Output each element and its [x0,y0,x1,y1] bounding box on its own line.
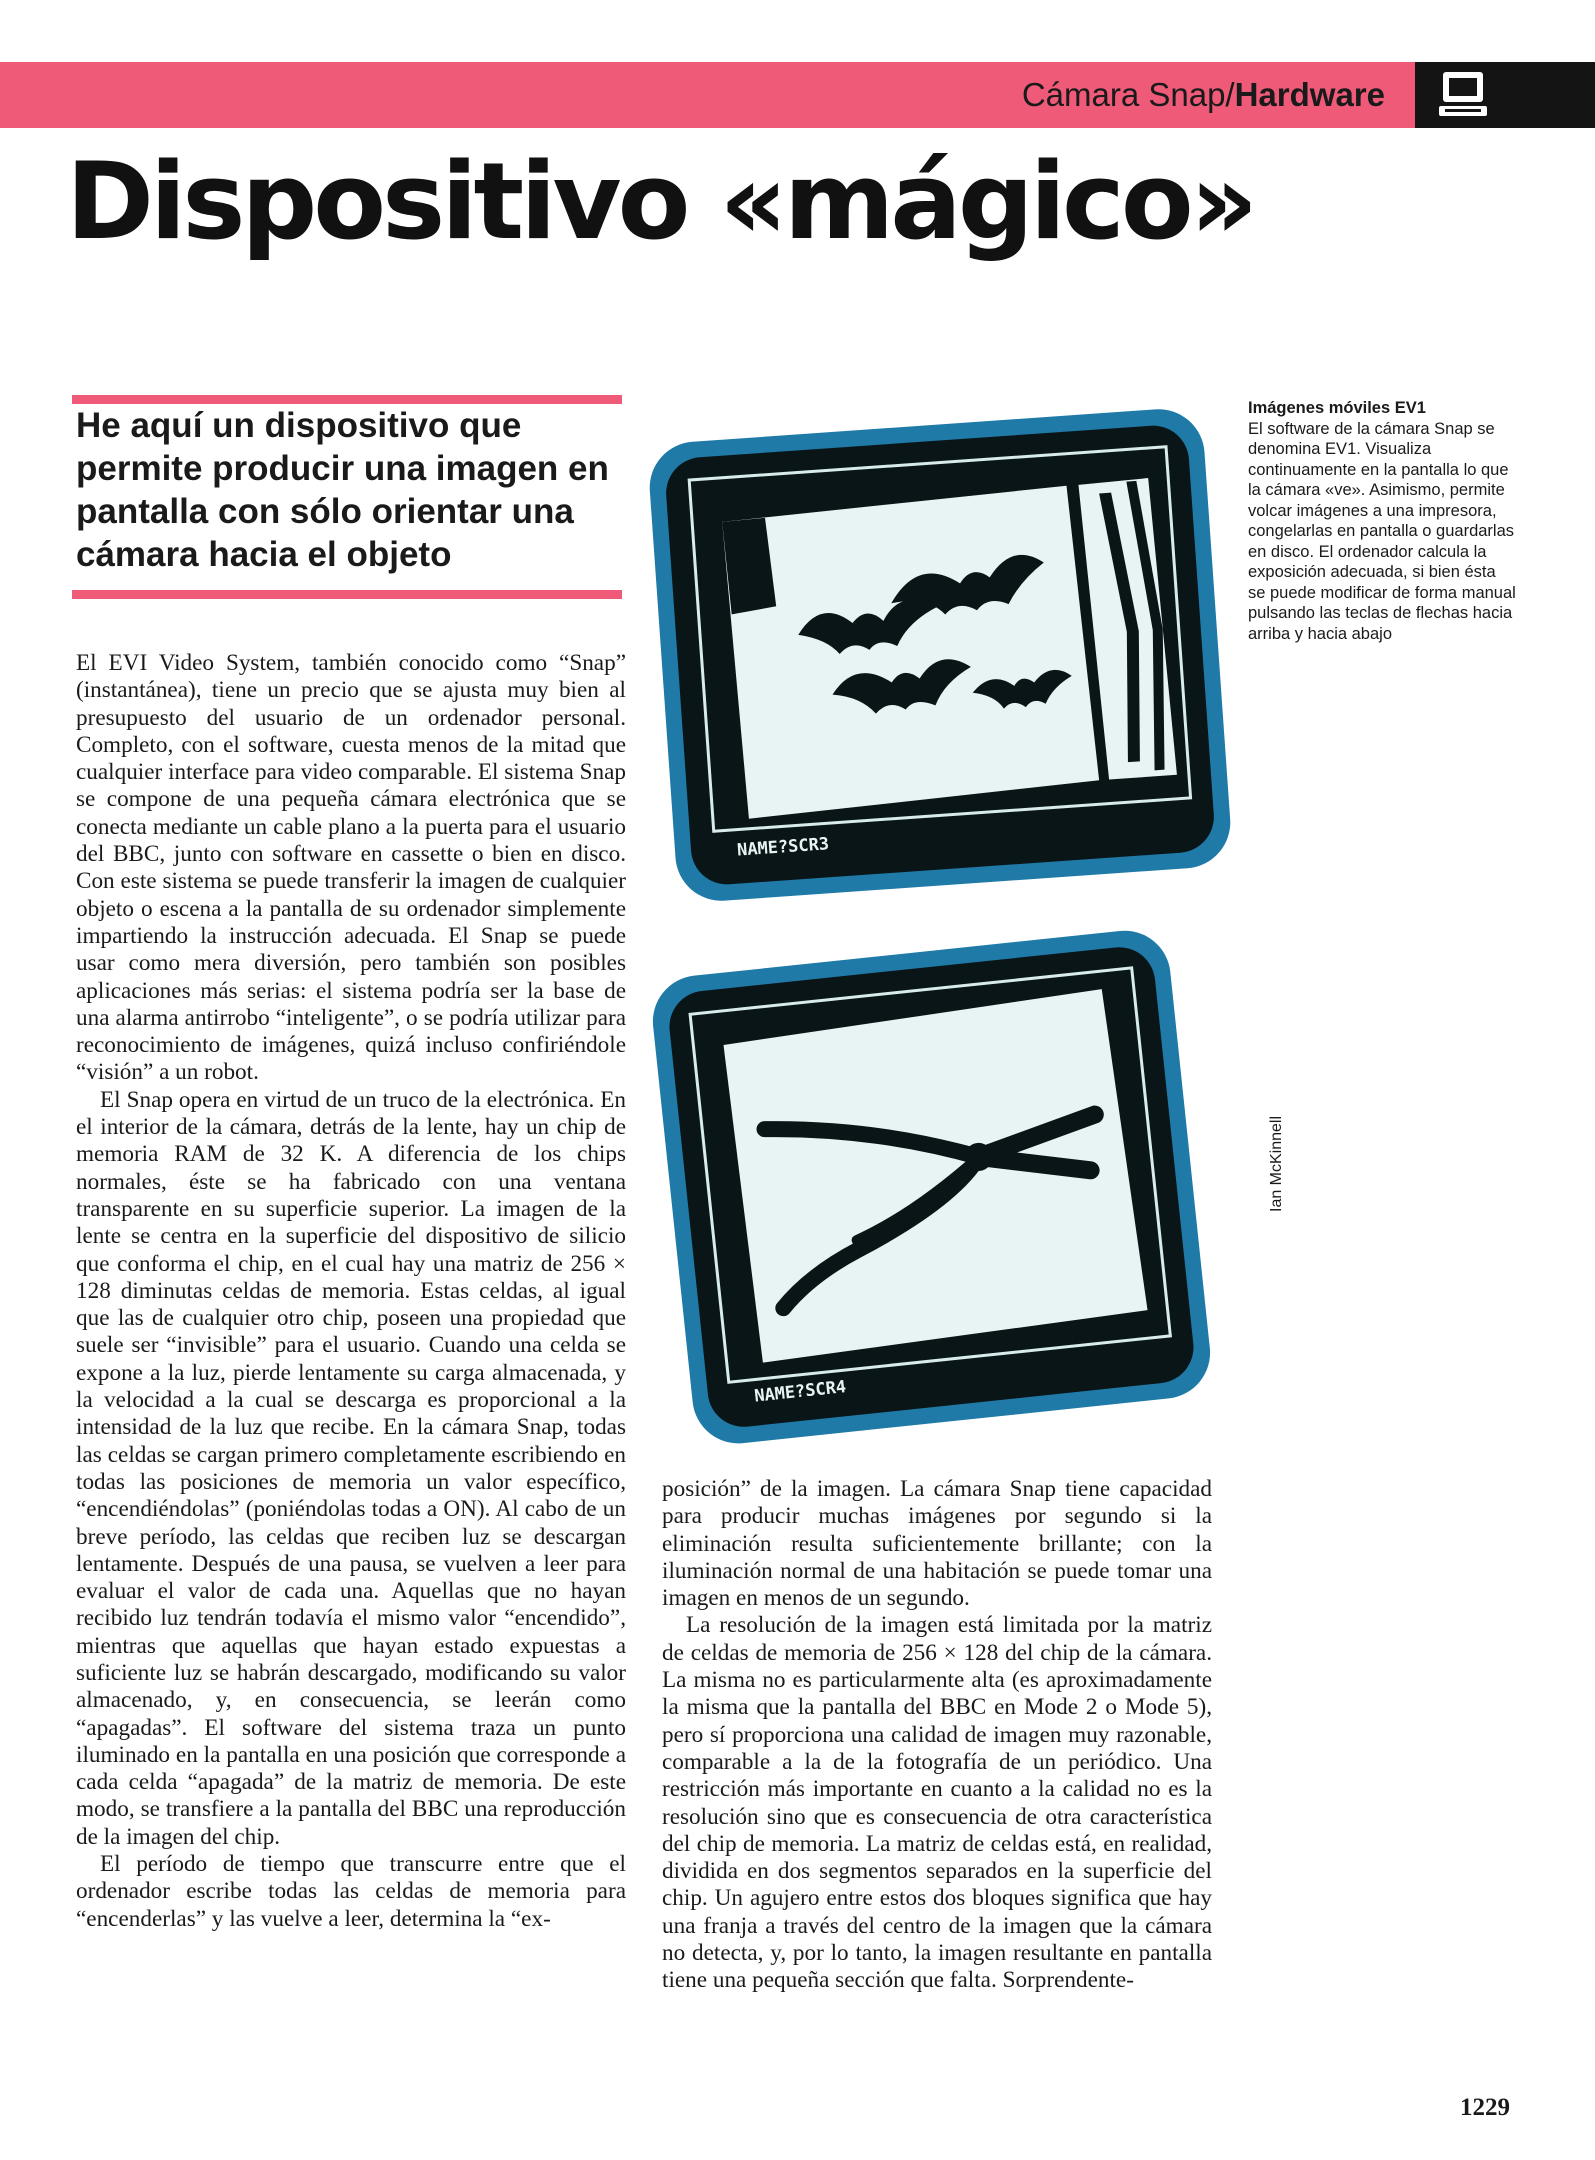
page-number: 1229 [1460,2094,1510,2121]
screen-prompt: NAME?SCR3 [736,834,830,861]
body-column-right [662,1476,1212,1995]
body-paragraph: El período de tiempo que transcurre entre que el ordenador escribe todas las celdas de memoria para “encenderlas” y las vuelve a leer, determina la “ex- [76,1851,626,1932]
body-paragraph: La resolución de la imagen está limitada por la matriz de celdas de memoria de 256 × 128 del chip de la cámara. La misma no es particularmente alta (es aproximadamente la misma que la pantalla del BBC en Mode 2 o Mode 5), pero sí proporciona una calidad de imagen muy razonable, comparable a la de la fotografía de un periódico. Una restricción más importante en cuanto a la calidad no es la resolución sino que es consecuencia de otra característica del chip de memoria. La matriz de celdas está, en realidad, dividida en dos segmentos separados en la superficie del chip. Un agujero entre estos dos bloques significa que hay una franja a través del centro de la imagen que la cámara no detecta, y, por lo tanto, la imagen resultante en pantalla tiene una pequeña sección que falta. Sorprendente- [662,1612,1212,1994]
article-title: Dispositivo «mágico» [66,140,1255,263]
body-paragraph: El EVI Video System, también conocido como “Snap” (instantánea), tiene un precio que se ajusta muy bien al presupuesto del usuario de un ordenador personal. Completo, con el software, cuesta menos de la mitad que cualquier interface para video comparable. El sistema Snap se compone de una pequeña cámara electrónica que se conecta mediante un cable plano a la puerta para el usuario del BBC, junto con software en cassette o bien en disco. Con este sistema se puede transferir la imagen de cualquier objeto o escena a la pantalla de su ordenador simplemente impartiendo la instrucción adecuada. El Snap se puede usar como mera diversión, pero también son posibles aplicaciones más serias: el sistema podría ser la base de una alarma antirrobo “inteligente”, o se podría utilizar para reconocimiento de imágenes, quizá incluso confiriéndole “visión” a un robot. [76,650,626,1086]
body-paragraph: El Snap opera en virtud de un truco de la electrónica. En el interior de la cámara, detrás de la lente, hay un chip de memoria RAM de 32 K. A diferencia de los chips normales, éste se ha fabricado con una ventana transparente en su superficie superior. La imagen de la lente se centra en la superficie del dispositivo de silicio que conforma el chip, en el cual hay una matriz de 256 × 128 diminutas celdas de memoria. Estas celdas, al igual que las de cualquier otro chip, poseen una propiedad que suele ser “invisible” para el usuario. Cuando una celda se expone a la luz, pierde lentamente su carga almacenada, y la velocidad a la cual se descarga es proporcional a la intensidad de la luz que recibe. En la cámara Snap, todas las celdas se cargan primero completamente escribiendo en todas las posiciones de memoria un valor específico, “encendiéndolas” (poniéndolas todas a ON). Al cabo de un breve período, las celdas que reciben luz se descargan lentamente. Después de una pausa, se vuelven a leer para evaluar el valor de cada una. Aquellas que no hayan recibido luz tendrán todavía el mismo valor “encendido”, mientras que aquellas que hayan estado expuestas a suficiente luz se habrán descargado, modificando su valor almacenado, y, en consecuencia, se leerán como “apagadas”. El software del sistema traza un punto iluminado en la pantalla en una posición que corresponde a cada celda “apagada” de la matriz de memoria. De este modo, se transfiere a la pantalla del BBC una reproducción de la imagen del chip. [76,1086,626,1850]
monitor-photo-bats [640,395,1240,915]
photo-credit: Ian McKinnell [1268,1115,1285,1212]
section-category: Hardware [1234,76,1385,113]
computer-icon [1437,70,1489,120]
article-intro: He aquí un dispositivo que permite producir una imagen en pantalla con sólo orientar una cámara hacia el objeto [76,406,609,574]
body-column-left [76,650,626,1933]
body-paragraph: posición” de la imagen. La cámara Snap tiene capacidad para producir muchas imágenes por segundo si la eliminación resulta suficientemente brillante; con la iluminación normal de una habitación se puede tomar una imagen en menos de un segundo. [662,1476,1212,1612]
screen-prompt: NAME?SCR4 [753,1377,848,1407]
intro-rule-bottom [72,590,622,599]
screen-image-area [721,485,1100,819]
monitor-photo-pliers [652,912,1212,1472]
section-label [1022,76,1385,114]
caption-text: El software de la cámara Snap se denomina EV1. Visualiza continuamente en la pantalla lo que la cámara «ve». Asimismo, permite volcar imágenes a una impresora, congelarlas en pantalla o guardarlas en disco. El ordenador calcula la exposición adecuada, si bien ésta se puede modificar de forma manual pulsando las teclas de flechas hacia arriba y hacia abajo [1248,419,1516,643]
photo-caption [1248,398,1516,644]
intro-rule-top [72,395,622,404]
caption-title: Imágenes móviles EV1 [1248,399,1426,417]
header-icon-box [1415,62,1595,128]
section-name: Cámara Snap/ [1021,76,1235,113]
